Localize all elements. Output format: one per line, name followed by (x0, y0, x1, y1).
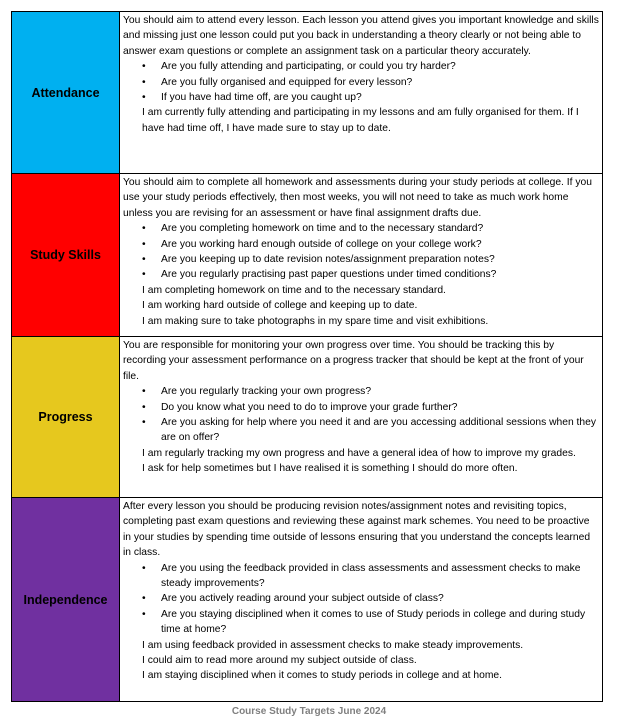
question-item: • Are you using the feedback provided in class assessments and assessment checks to make steady improvements? (161, 561, 599, 592)
question-item: • Are you actively reading around your subject outside of class? (161, 591, 599, 606)
target-row (12, 498, 603, 702)
category-label: Attendance (31, 85, 100, 100)
question-list (123, 384, 599, 446)
question-item: • Are you regularly practising past paper questions under timed conditions? (161, 267, 599, 282)
response-text: I ask for help sometimes but I have realised it is something I should do more often. (142, 463, 518, 475)
response-text: I am making sure to take photographs in my spare time and visit exhibitions. (142, 315, 489, 327)
question-list (123, 59, 599, 105)
category-label: Study Skills (30, 248, 101, 262)
response-text: I am using feedback provided in assessment checks to make steady improvements. (142, 639, 524, 651)
question-list (123, 561, 599, 638)
intro-text: After every lesson you should be producing revision notes/assignment notes and revisiting topics, completing past exam questions and reviewing these against mark schemes. You need to be proactive in your studies by spending time outside of lessons ensuring that you understand the concepts learned in class. (123, 501, 591, 559)
target-row (12, 12, 603, 174)
question-item: • Are you staying disciplined when it comes to use of Study periods in college and during study time at home? (161, 607, 599, 638)
question-item: • Are you completing homework on time and to the necessary standard? (161, 221, 599, 236)
question-item: • Are you working hard enough outside of college on your college work? (161, 237, 599, 252)
category-label: Independence (23, 592, 108, 607)
response-text: I am currently fully attending and participating in my lessons and am fully organised for them. If I have had time off, I have made sure to stay up to date. (142, 107, 579, 134)
category-label-cell (12, 337, 120, 498)
intro-text: You should aim to attend every lesson. Each lesson you attend gives you important knowledge and skills and missing just one lesson could put you back in understanding a theory clearly or not being able to answer exam questions or complete an assignment task on a particular theory accurately. (123, 15, 599, 57)
response-text: I am regularly tracking my own progress and have a general idea of how to improve my grades. (142, 447, 576, 459)
question-item: • Do you know what you need to do to improve your grade further? (161, 400, 599, 415)
category-content-cell (120, 174, 603, 337)
intro-text: You should aim to complete all homework and assessments during your study periods at college. If you use your study periods effectively, then most weeks, you will not need to take as much work home unless you are revising for an assessment or have final assignment drafts due. (123, 177, 592, 219)
question-item: • Are you regularly tracking your own progress? (161, 384, 599, 399)
question-item: • If you have had time off, are you caught up? (161, 90, 599, 105)
question-item: • Are you fully organised and equipped for every lesson? (161, 75, 599, 90)
question-item: • Are you fully attending and participating, or could you try harder? (161, 59, 599, 74)
response-text: I am staying disciplined when it comes to study periods in college and at home. (142, 670, 503, 682)
response-text: I could aim to read more around my subject outside of class. (142, 655, 417, 667)
category-label-cell (12, 174, 120, 337)
target-row (12, 174, 603, 337)
category-label-cell (12, 498, 120, 702)
footer-caption: Course Study Targets June 2024 (231, 706, 387, 717)
study-targets-table (11, 11, 603, 702)
category-label-cell (12, 12, 120, 174)
response-text: I am completing homework on time and to the necessary standard. (142, 284, 446, 296)
question-list (123, 221, 599, 283)
category-content-cell (120, 337, 603, 498)
target-row (12, 337, 603, 498)
category-label: Progress (38, 410, 93, 424)
response-text: I am working hard outside of college and keeping up to date. (142, 300, 418, 312)
question-item: • Are you asking for help where you need it and are you accessing additional sessions when they are on offer? (161, 415, 599, 446)
intro-text: You are responsible for monitoring your own progress over time. You should be tracking this by recording your assessment performance on a progress tracker that should be kept at the front of your file. (123, 340, 584, 382)
question-item: • Are you keeping up to date revision notes/assignment preparation notes? (161, 252, 599, 267)
category-content-cell (120, 12, 603, 174)
category-content-cell (120, 498, 603, 702)
